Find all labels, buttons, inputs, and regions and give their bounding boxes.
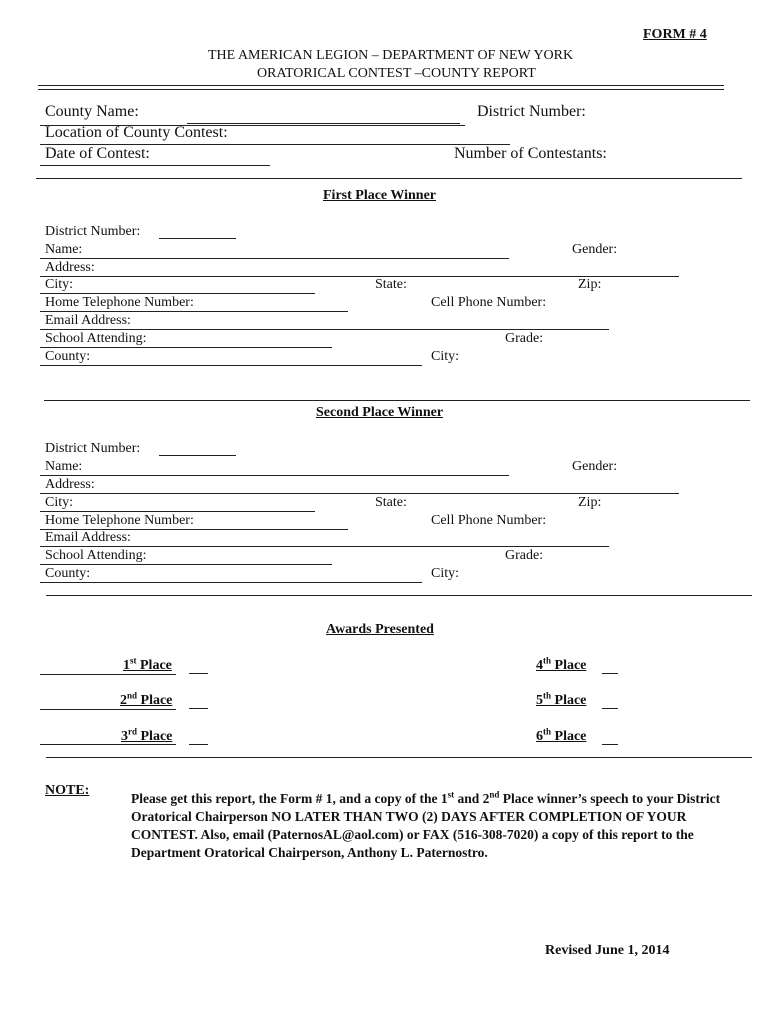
second-school-field[interactable]: [40, 564, 332, 565]
second-home-phone-label: Home Telephone Number:: [45, 513, 194, 528]
award-1-field[interactable]: [40, 674, 176, 675]
county-name-field[interactable]: [187, 123, 460, 124]
first-city-label: City:: [45, 277, 74, 292]
section-rule-2: [44, 400, 750, 401]
second-school-label: School Attending:: [45, 548, 147, 563]
note-label: NOTE:: [45, 783, 90, 798]
award-4-count-field[interactable]: [602, 673, 618, 674]
first-school-field[interactable]: [40, 347, 332, 348]
county-name-label: County Name:: [45, 103, 139, 120]
first-home-phone-label: Home Telephone Number:: [45, 295, 194, 310]
first-district-label: District Number:: [45, 224, 141, 239]
second-email-field[interactable]: [40, 546, 609, 547]
award-6-label: 6th Place: [536, 726, 587, 744]
award-2-field[interactable]: [40, 709, 176, 710]
section-rule-4: [46, 757, 752, 758]
second-address-field[interactable]: [40, 493, 679, 494]
second-cell-phone-label: Cell Phone Number:: [431, 513, 547, 528]
first-gender-label: Gender:: [572, 242, 618, 257]
second-name-field[interactable]: [40, 475, 509, 476]
section-rule-3: [46, 595, 752, 596]
first-district-field[interactable]: [159, 238, 236, 239]
second-county-label: County:: [45, 566, 91, 581]
revised-date: Revised June 1, 2014: [545, 943, 670, 958]
num-contestants-label: Number of Contestants:: [454, 145, 607, 162]
award-2-count-field[interactable]: [189, 708, 208, 709]
first-zip-label: Zip:: [578, 277, 602, 292]
location-label: Location of County Contest:: [45, 124, 228, 141]
header-rule-1: [38, 85, 724, 86]
second-address-label: Address:: [45, 477, 95, 492]
first-state-label: State:: [375, 277, 407, 292]
district-number-label: District Number:: [477, 103, 586, 120]
award-2-label: 2nd Place: [120, 690, 173, 708]
awards-heading: Awards Presented: [326, 622, 434, 637]
second-city-label: City:: [45, 495, 74, 510]
award-4-label: 4th Place: [536, 655, 587, 673]
first-county-label: County:: [45, 349, 91, 364]
first-name-label: Name:: [45, 242, 83, 257]
first-place-heading: First Place Winner: [323, 188, 437, 203]
award-1-count-field[interactable]: [189, 673, 208, 674]
second-zip-label: Zip:: [578, 495, 602, 510]
first-email-field[interactable]: [40, 329, 609, 330]
award-5-label: 5th Place: [536, 690, 587, 708]
second-place-heading: Second Place Winner: [316, 405, 444, 420]
first-home-phone-field[interactable]: [40, 311, 348, 312]
first-name-field[interactable]: [40, 258, 509, 259]
note-text: Please get this report, the Form # 1, and a copy of the 1st and 2nd Place winner’s speech to your District Oratorical Chairperson NO LATER THAN TWO (2) DAYS AFTER COMPLETION OF YOUR CONTEST. Also, email (PaternosAL@aol.com) or FAX (516-308-7020) a copy of this report to the Department Oratorical Chairperson, Anthony L. Paternostro.: [131, 789, 721, 860]
first-email-label: Email Address:: [45, 313, 131, 328]
award-1-label: 1st Place: [123, 655, 172, 673]
title-line-1: THE AMERICAN LEGION – DEPARTMENT OF NEW YORK: [208, 48, 574, 63]
second-city-field[interactable]: [40, 511, 315, 512]
header-rule-2: [38, 89, 724, 90]
second-county-field[interactable]: [40, 582, 422, 583]
section-rule-1: [36, 178, 742, 179]
form-number: FORM # 4: [643, 27, 707, 42]
award-5-count-field[interactable]: [602, 708, 618, 709]
second-email-label: Email Address:: [45, 530, 131, 545]
second-district-field[interactable]: [159, 455, 236, 456]
date-label: Date of Contest:: [45, 145, 150, 162]
second-name-label: Name:: [45, 459, 83, 474]
award-3-label: 3rd Place: [121, 726, 173, 744]
second-state-label: State:: [375, 495, 407, 510]
second-city2-label: City:: [431, 566, 460, 581]
first-city-field[interactable]: [40, 293, 315, 294]
second-district-label: District Number:: [45, 441, 141, 456]
first-address-label: Address:: [45, 260, 95, 275]
award-3-count-field[interactable]: [189, 744, 208, 745]
first-grade-label: Grade:: [505, 331, 544, 346]
second-grade-label: Grade:: [505, 548, 544, 563]
first-city2-label: City:: [431, 349, 460, 364]
second-gender-label: Gender:: [572, 459, 618, 474]
date-field[interactable]: [40, 165, 270, 166]
first-county-field[interactable]: [40, 365, 422, 366]
first-school-label: School Attending:: [45, 331, 147, 346]
title-line-2: ORATORICAL CONTEST –COUNTY REPORT: [257, 66, 536, 81]
first-cell-phone-label: Cell Phone Number:: [431, 295, 547, 310]
award-6-count-field[interactable]: [602, 744, 618, 745]
